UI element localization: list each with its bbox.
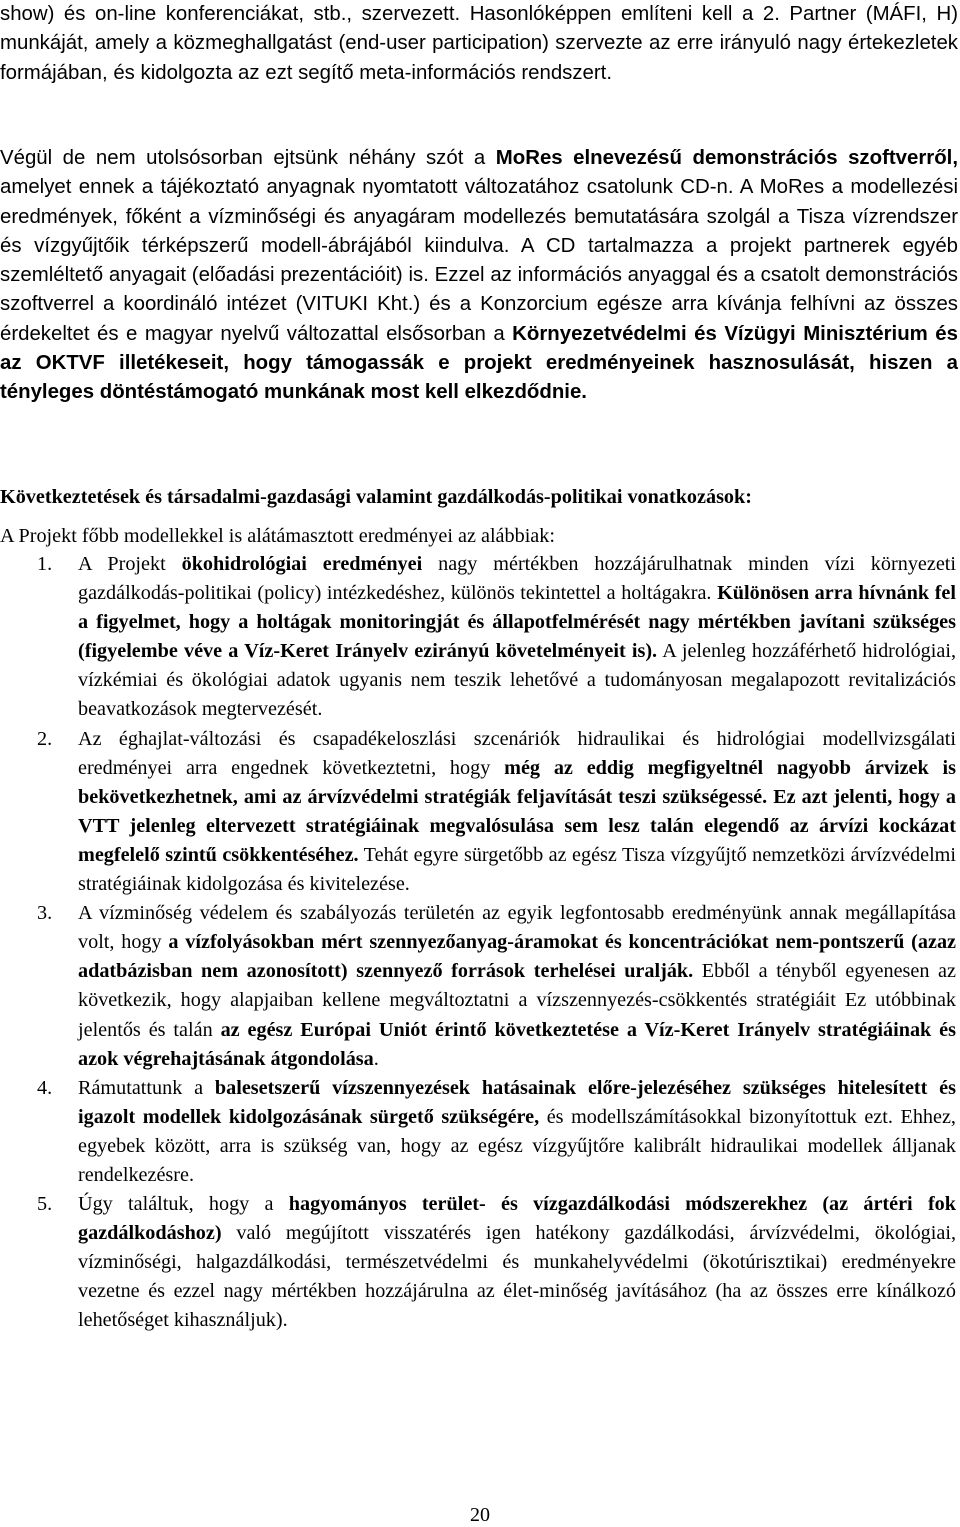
text-run: való megújított visszatérés igen hatékony gazdálkodási, árvízvédelmi, ökológiai, vízminőségi, halgazdálkodási, természetvédelmi és munkahelyvédelmi (ökotúrisztikai) eredményekre vezetne és ezzel nagy mértékben hozzájárulna az élet-minőség javításához (ha az összes erre kínálkozó lehetőséget kihasználjuk). [78,1222,956,1332]
bold-run: balesetszerű vízszennyezések hatásainak előre-jelezéséhez szükséges hitelesített és igazolt modellek kidolgozásának sürgető szükségére, [78,1076,956,1128]
list-item-text [78,1190,956,1335]
bold-run: Környezetvédelmi és Vízügyi Minisztérium és az OKTVF illetékeseit, hogy támogassák e projekt eredményeinek hasznosulását, hiszen a tényleges döntéstámogató munkának most kell elkezdődnie. [0,322,958,404]
bold-run: még az eddig megfigyeltnél nagyobb árvizek is bekövetkezhetnek, ami az árvízvédelmi stratégiák feljavítását teszi szükségessé. Ez azt jelenti, hogy a VTT jelenleg eltervezett stratégiáinak megvalósulása sem lesz talán elegendő az árvízi kockázat megfelelő szintű csökkentéséhez. [78,756,956,866]
section-heading: Következtetések és társadalmi-gazdasági valamint gazdálkodás-politikai vonatkozások: [0,485,752,508]
list-item-text [78,550,956,725]
list-item [0,1074,958,1190]
list-item [0,899,958,1074]
text-run: Úgy találtuk, hogy a [78,1193,289,1216]
results-intro: A Projekt főbb modellekkel is alátámasztott eredményei az alábbiak: [0,525,555,547]
bold-run: Különösen arra hívnánk fel a figyelmet, hogy a holtágak monitoringját és állapotfelmérését nagy mértékben javítani szükséges (figyelembe véve a Víz-Keret Irányelv ezirányú követelményeit is). [78,582,956,663]
paragraph-mores-software [0,144,958,408]
list-item-number: 5. [37,1193,53,1216]
list-item-text [78,1074,956,1190]
text-run: nagy mértékben hozzájárulhatnak minden vízi környezeti gazdálkodás-politikai (policy) intézkedéshez, különös tekintettel a holtágakra. [78,553,957,605]
text-run: A Projekt [78,553,182,575]
bold-run: hagyományos terület- és vízgazdálkodási módszerekhez (az ártéri fok gazdálkodáshoz) [78,1193,956,1245]
list-item-number: 2. [37,727,53,750]
text-run: és modellszámításokkal bizonyítottuk ezt. Ehhez, egyebek között, arra is szükség van, hogy az egész vízgyűjtőre kalibrált hidraulikai modellek álljanak rendelkezésre. [78,1105,956,1186]
list-item [0,1190,958,1335]
bold-run: MoRes elnevezésű demonstrációs szoftverről, [495,147,958,169]
list-item [0,725,958,900]
text-run: . [373,1047,379,1070]
results-list [0,550,958,1336]
list-item-text [78,899,956,1074]
page-number: 20 [470,1504,490,1526]
paragraph-partner-work: show) és on-line konferenciákat, stb., szervezett. Hasonlóképpen említeni kell a 2. Partner (MÁFI, H) munkáját, amely a közmeghallgatást (end-user participation) szervezte az erre irányuló nagy értekezletek formájában, és kidolgozta az ezt segítő meta-információs rendszert. [0,3,958,84]
text-run: Az éghajlat-változási és csapadékeloszlási szcenáriók hidraulikai és hidrológiai modellvizsgálati eredményei arra engednek következtetni, hogy [78,727,956,779]
text-run: Rámutattunk a [78,1076,215,1099]
text-run: Ebből a tényből egyenesen az következik, hogy alapjaiban kellene megváltoztatni a vízszennyezés-csökkentés stratégiáit Ez utóbbinak jelentős és talán [78,960,956,1041]
text-run: amelyet ennek a tájékoztató anyagnak nyomtatott változatához csatolunk CD-n. A MoRes a modellezési eredmények, főként a vízminőségi és anyagáram modellezés bemutatására szolgál a Tisza vízrendszer és vízgyűjtőik térképszerű modell-ábrájából kiindulva. A CD tartalmazza a projekt partnerek egyéb szemléltető anyagait (előadási prezentációit) is. Ezzel az információs anyaggal és a csatolt demonstrációs szoftverrel a koordináló intézet (VITUKI Kht.) és a Konzorcium egésze arra kívánja felhívni az összes érdekeltet és e magyar nyelvű változattal elsősorban a [0,176,958,345]
text-run: A vízminőség védelem és szabályozás területén az egyik legfontosabb eredményünk annak megállapítása volt, hogy [78,902,956,954]
bold-run: az egész Európai Uniót érintő következtetése a Víz-Keret Irányelv stratégiáinak és azok végrehajtásának átgondolása [78,1018,956,1070]
list-item-number: 3. [37,902,53,925]
text-run: A jelenleg hozzáférhető hidrológiai, vízkémiai és ökológiai adatok ugyanis nem teszik lehetővé a tudományosan megalapozott revitalizációs beavatkozások megtervezését. [78,640,956,721]
list-item-number: 4. [37,1076,53,1099]
text-run: Végül de nem utolsósorban ejtsünk néhány szót a [0,147,496,169]
bold-run: ökohidrológiai eredményei [181,553,423,575]
text-run: Tehát egyre sürgetőbb az egész Tisza vízgyűjtő nemzetközi árvízvédelmi stratégiáinak kidolgozása és kivitelezése. [78,843,956,896]
list-item-number: 1. [37,553,53,575]
list-item-text [78,725,956,900]
list-item [0,550,958,725]
bold-run: a vízfolyásokban mért szennyezőanyag-áramokat és koncentrációkat nem-pontszerű (azaz adatbázisban nem azonosított) szennyező források terhelései uralják. [78,931,957,983]
